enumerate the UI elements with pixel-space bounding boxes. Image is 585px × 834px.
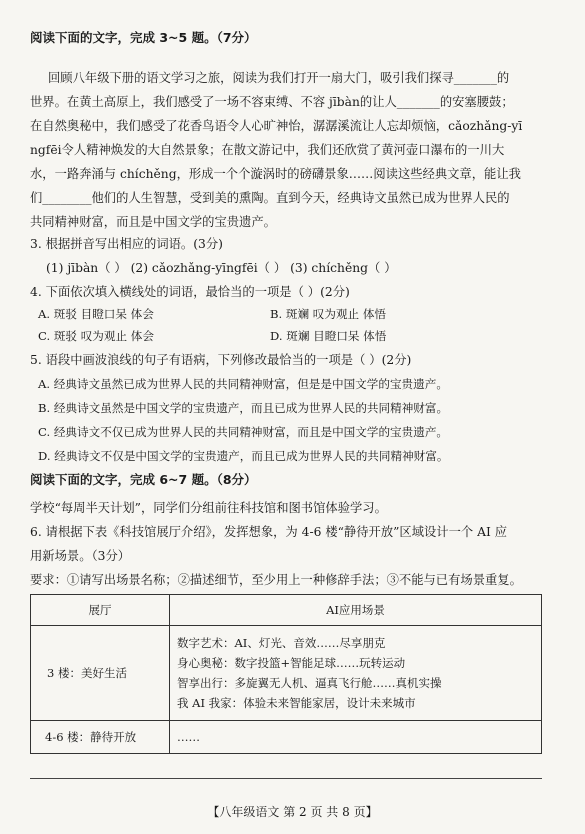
q5-stem: 5. 语段中画波浪线的句子有语病，下列修改最恰当的一项是（ ）(2分) bbox=[30, 353, 412, 367]
passage-line: 世界。在黄土高原上，我们感受了一场不容束缚、不容 jībàn的让人_______的安塞腰鼓； bbox=[30, 95, 514, 109]
scene-list bbox=[170, 626, 542, 721]
table-row bbox=[31, 721, 542, 754]
passage-line: 们________他们的人生智慧，受到美的熏陶。直到今天，经典诗文虽然已成为世界人民的 bbox=[30, 191, 510, 205]
table-header-row bbox=[31, 595, 542, 626]
passage-line: 在自然奥秘中，我们感受了花香鸟语令人心旷神怡，潺潺溪流让人忘却烦恼，cǎozhǎng-yī bbox=[30, 119, 523, 133]
hall-floor-3: 3 楼：美好生活 bbox=[31, 626, 170, 721]
scene-item: 数字艺术：AI、灯光、音效……尽享朋克 bbox=[177, 636, 386, 650]
q5-option-c: C. 经典诗文不仅已成为世界人民的共同精神财富，而且是中国文学的宝贵遗产。 bbox=[38, 425, 449, 439]
q3-stem: 3. 根据拼音写出相应的词语。(3分) bbox=[30, 237, 223, 251]
q4-option-c: C. 斑驳 叹为观止 体会 bbox=[38, 329, 154, 343]
q6-stem-line1: 6. 请根据下表《科技馆展厅介绍》，发挥想象，为 4-6 楼“静待开放”区域设计一个 AI 应 bbox=[30, 525, 508, 539]
q4-option-b: B. 斑斓 叹为观止 体悟 bbox=[270, 307, 387, 321]
scene-placeholder: …… bbox=[170, 721, 542, 754]
q5-option-a: A. 经典诗文虽然已成为世界人民的共同精神财富，但是是中国文学的宝贵遗产。 bbox=[38, 377, 448, 391]
table-header-hall: 展厅 bbox=[31, 595, 170, 626]
q4-option-d: D. 斑斓 目瞪口呆 体悟 bbox=[270, 329, 387, 343]
table-row bbox=[31, 626, 542, 721]
q6-requirements: 要求：①请写出场景名称；②描述细节，至少用上一种修辞手法；③不能与已有场景重复。 bbox=[30, 573, 522, 587]
scene-item: 智享出行：多旋翼无人机、逼真飞行舱……真机实操 bbox=[177, 676, 442, 690]
table-header-scene: AI应用场景 bbox=[170, 595, 542, 626]
section1-heading: 阅读下面的文字，完成 3~5 题。（7分） bbox=[30, 30, 257, 45]
q5-option-d: D. 经典诗文不仅是中国文学的宝贵遗产，而且已成为世界人民的共同精神财富。 bbox=[38, 449, 449, 463]
q4-stem: 4. 下面依次填入横线处的词语，最恰当的一项是（ ）(2分) bbox=[30, 285, 350, 299]
q4-option-a: A. 斑驳 目瞪口呆 体会 bbox=[38, 307, 154, 321]
passage-line: 水，一路奔涌与 chíchěng，形成一个个漩涡时的磅礴景象……阅读这些经典文章，能让我 bbox=[30, 167, 521, 181]
passage-line: ngfēi令人精神焕发的大自然景象；在散文游记中，我们还欣赏了黄河壶口瀑布的一川大 bbox=[30, 143, 505, 157]
scene-item: 我 AI 我家：体验未来智能家居，设计未来城市 bbox=[177, 696, 416, 710]
answer-line bbox=[30, 778, 542, 779]
scene-item: 身心奥秘：数字投篮+智能足球……玩转运动 bbox=[177, 656, 406, 670]
exhibit-table bbox=[30, 594, 542, 754]
section2-heading: 阅读下面的文字，完成 6~7 题。（8分） bbox=[30, 472, 257, 487]
q5-option-b: B. 经典诗文虽然是中国文学的宝贵遗产，而且已成为世界人民的共同精神财富。 bbox=[38, 401, 449, 415]
q6-stem-line2: 用新场景。（3分） bbox=[30, 549, 131, 563]
page-footer: 【八年级语文 第 2 页 共 8 页】 bbox=[207, 805, 378, 819]
section2-intro: 学校“每周半天计划”，同学们分组前往科技馆和图书馆体验学习。 bbox=[30, 501, 387, 515]
passage-line: 共同精神财富，而且是中国文学的宝贵遗产。 bbox=[30, 215, 276, 229]
q3-items: (1) jībàn（ ） (2) cǎozhǎng-yīngfēi（ ） (3) chíchěng（ ） bbox=[46, 261, 397, 275]
passage-line: 回顾八年级下册的语文学习之旅，阅读为我们打开一扇大门，吸引我们探寻_______的 bbox=[48, 71, 510, 85]
hall-floor-4-6: 4-6 楼：静待开放 bbox=[31, 721, 170, 754]
